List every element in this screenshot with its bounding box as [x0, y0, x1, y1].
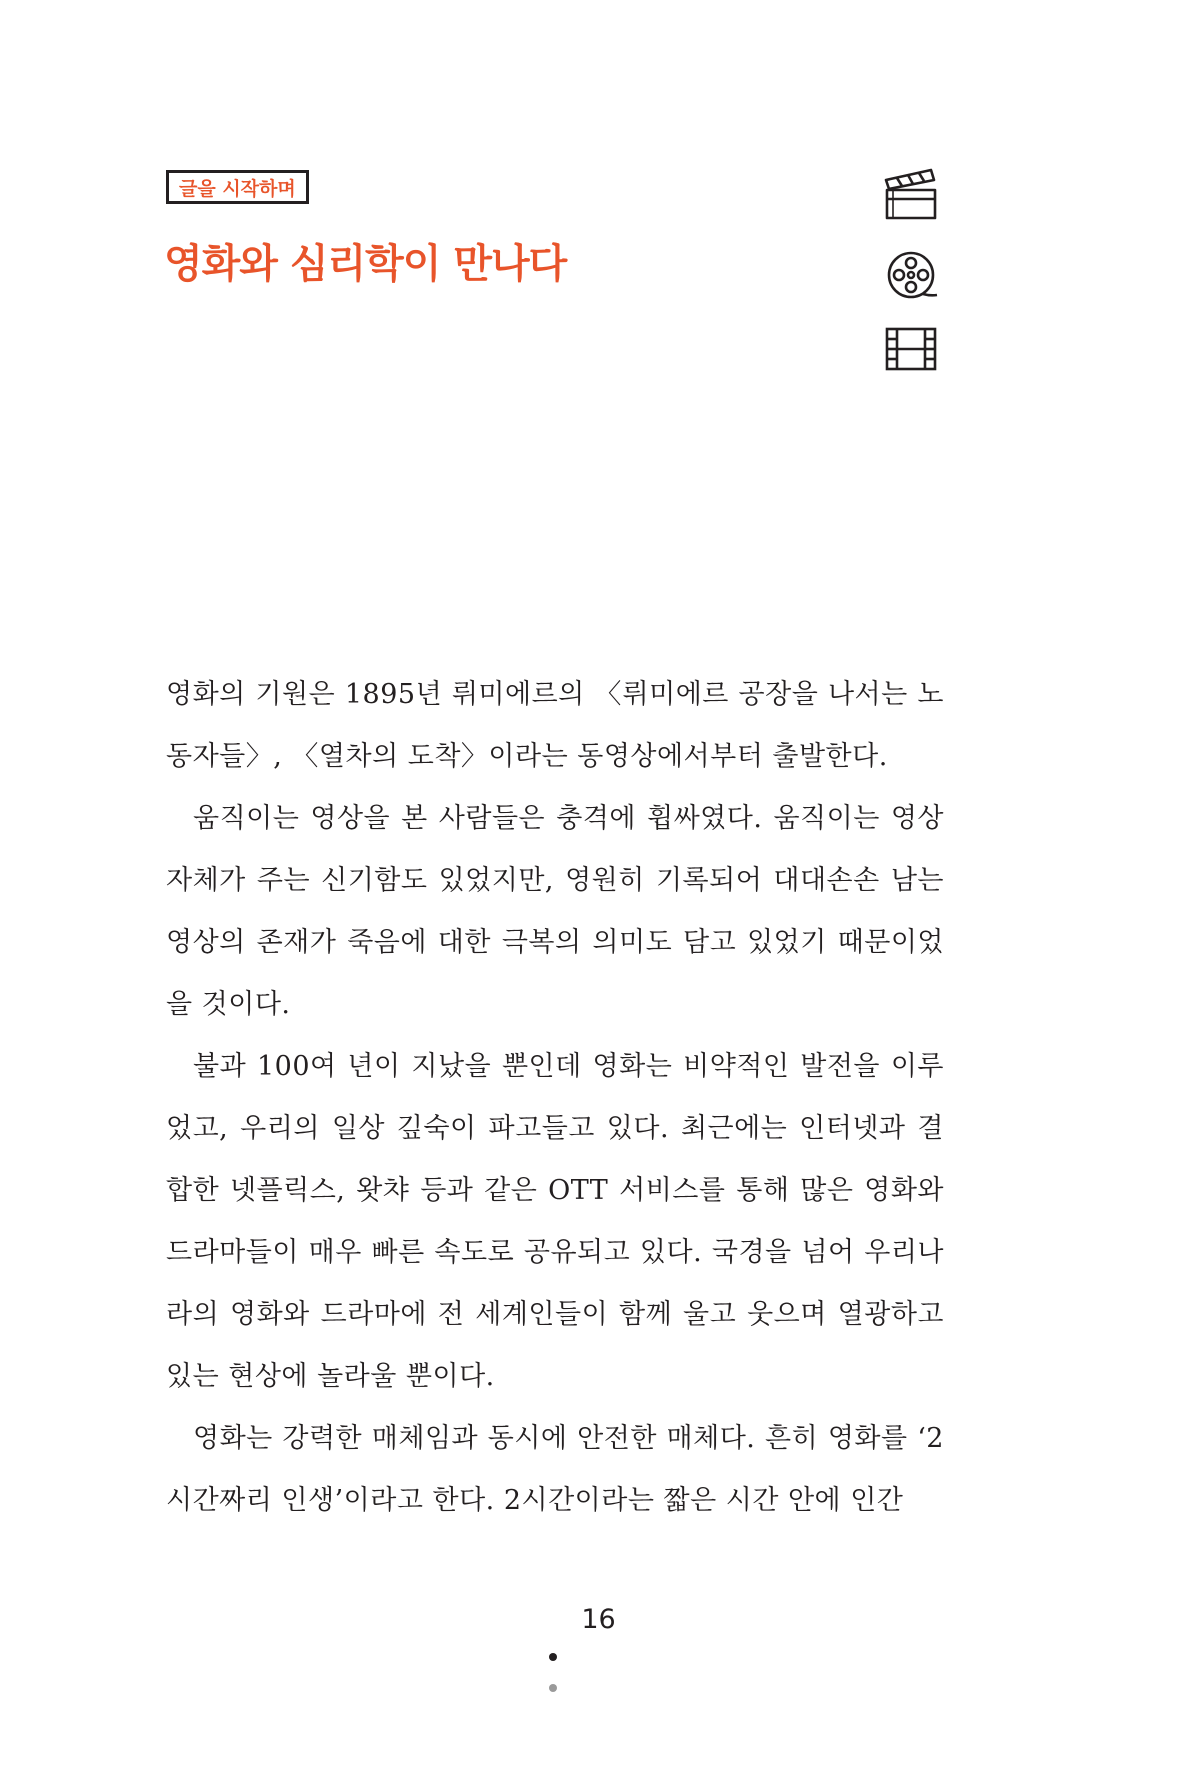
paragraph-4: 영화는 강력한 매체임과 동시에 안전한 매체다. 흔히 영화를 ‘2시간짜리 인생’이라고 한다. 2시간이라는 짧은 시간 안에 인간: [166, 1423, 944, 1516]
film-strip-icon: [884, 324, 940, 374]
film-reel-icon: [884, 248, 940, 304]
page-dot-primary: [549, 1653, 557, 1661]
page-title: 영화와 심리학이 만나다: [164, 241, 567, 287]
page-dot-secondary: [549, 1684, 557, 1692]
paragraph-1: 영화의 기원은 1895년 뤼미에르의 〈뤼미에르 공장을 나서는 노동자들〉, 〈열차의 도착〉이라는 동영상에서부터 출발한다.: [166, 679, 944, 772]
body-text: [166, 664, 944, 1532]
section-tag: 글을 시작하며: [166, 170, 309, 204]
page-number: 16: [581, 1604, 616, 1635]
paragraph-3: 불과 100여 년이 지났을 뿐인데 영화는 비약적인 발전을 이루었고, 우리의 일상 깊숙이 파고들고 있다. 최근에는 인터넷과 결합한 넷플릭스, 왓챠 등과 같은 OTT 서비스를 통해 많은 영화와 드라마들이 매우 빠른 속도로 공유되고 있다. 국경을 넘어 우리나라의 영화와 드라마에 전 세계인들이 함께 울고 웃으며 열광하고 있는 현상에 놀라울 뿐이다.: [166, 1051, 944, 1392]
clapperboard-icon: [884, 168, 940, 222]
paragraph-2: 움직이는 영상을 본 사람들은 충격에 휩싸였다. 움직이는 영상 자체가 주는 신기함도 있었지만, 영원히 기록되어 대대손손 남는 영상의 존재가 죽음에 대한 극복의 의미도 담고 있었기 때문이었을 것이다.: [166, 803, 944, 1020]
